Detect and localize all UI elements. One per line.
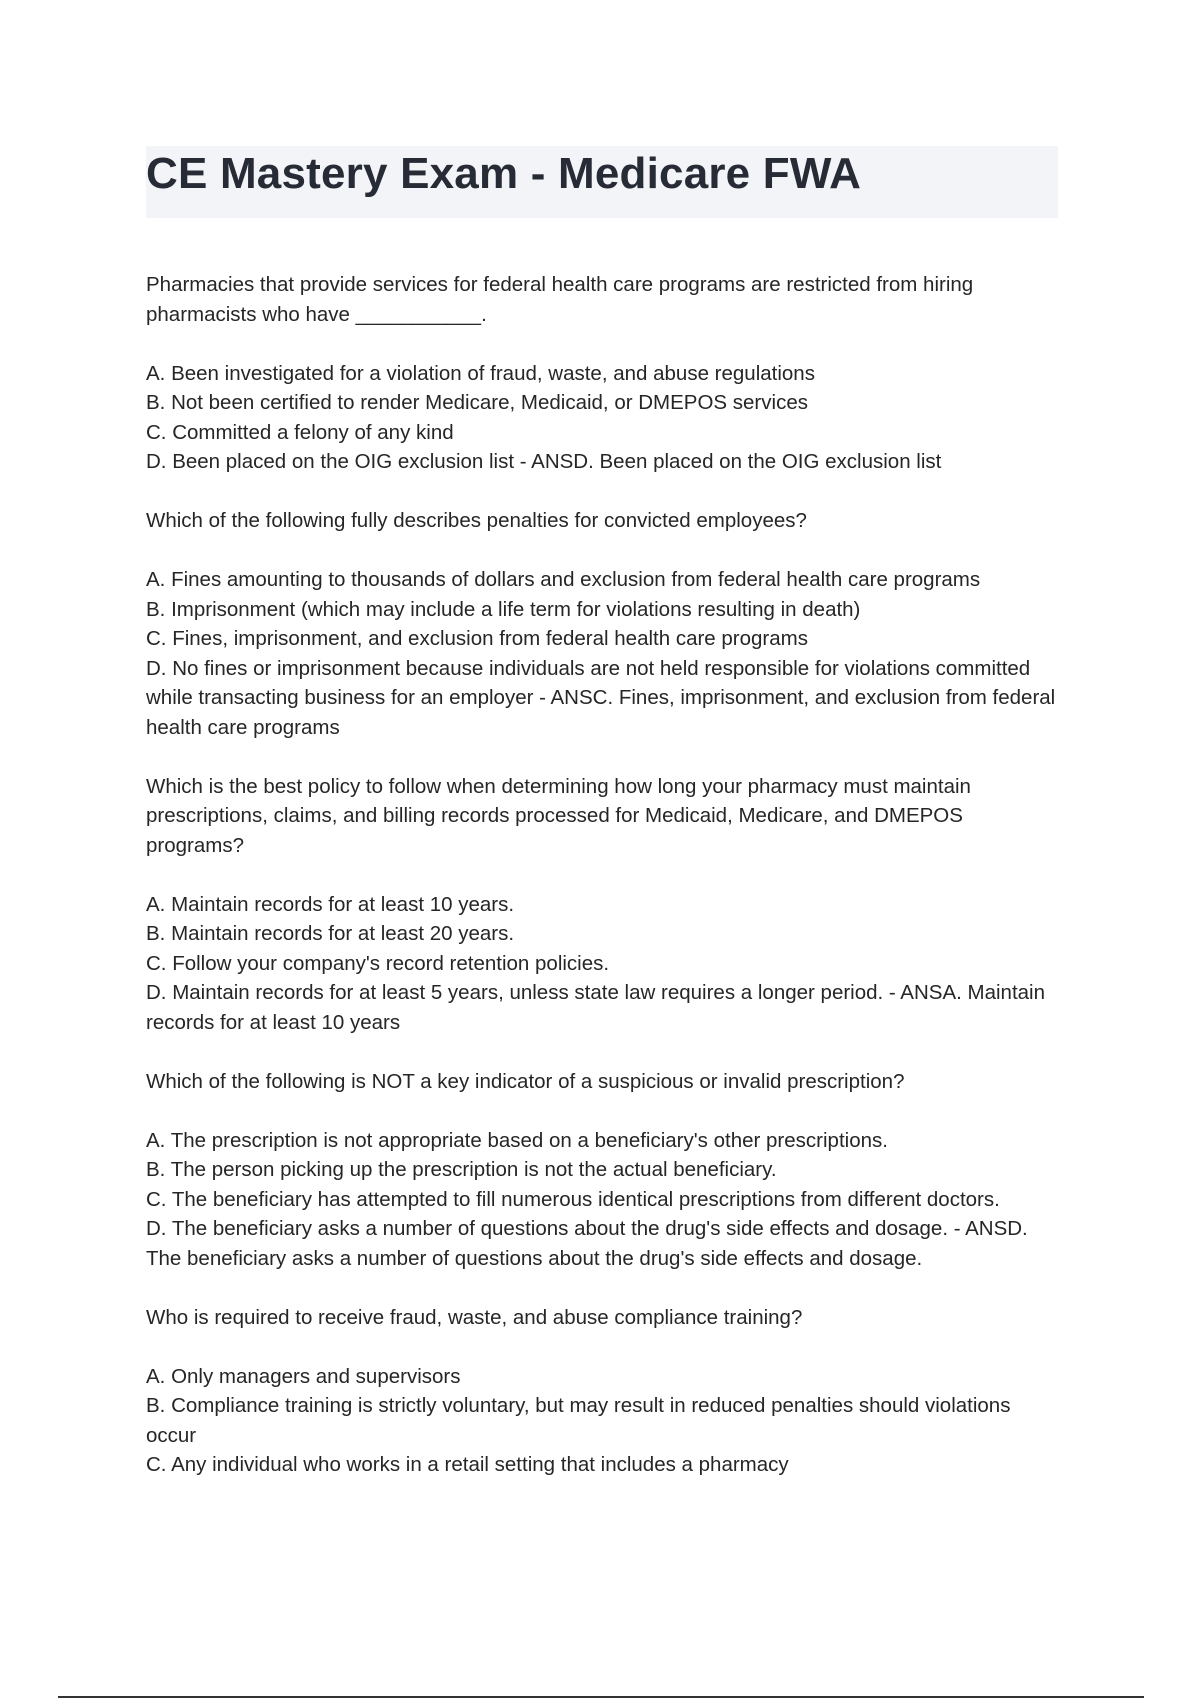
answer-option: B. Imprisonment (which may include a life term for violations resulting in death) xyxy=(146,597,861,621)
answer-option: B. The person picking up the prescription is not the actual beneficiary. xyxy=(146,1158,777,1181)
answer-option: B. Compliance training is strictly voluntary, but may result in reduced penalties should violations occur xyxy=(146,1394,1011,1447)
answer-option: B. Not been certified to render Medicare, Medicaid, or DMEPOS services xyxy=(146,391,808,414)
answer-option: A. The prescription is not appropriate based on a beneficiary's other prescriptions. xyxy=(146,1128,888,1152)
answer-option: A. Maintain records for at least 10 years. xyxy=(146,892,515,916)
answer-option: A. Fines amounting to thousands of dollars and exclusion from federal health care programs xyxy=(146,568,981,591)
answer-option: B. Maintain records for at least 20 years. xyxy=(146,922,515,945)
answer-option: C. Follow your company's record retention policies. xyxy=(146,951,610,975)
answer-option: C. The beneficiary has attempted to fill numerous identical prescriptions from different doctors. xyxy=(146,1187,1000,1211)
answer-option: C. Any individual who works in a retail setting that includes a pharmacy xyxy=(146,1453,789,1476)
question-text: Pharmacies that provide services for federal health care programs are restricted from hiring pharmacists who have ___________. xyxy=(146,273,974,326)
page-bottom-rule xyxy=(58,1696,1144,1698)
question-text: Which is the best policy to follow when determining how long your pharmacy must maintain prescriptions, claims, and billing records processed for Medicaid, Medicare, and DMEPOS programs? xyxy=(146,774,971,857)
answer-option: A. Only managers and supervisors xyxy=(146,1364,461,1388)
question-text: Which of the following fully describes penalties for convicted employees? xyxy=(146,509,807,532)
question-1 xyxy=(146,270,1066,477)
answer-option: C. Committed a felony of any kind xyxy=(146,420,454,444)
question-2 xyxy=(146,506,1066,742)
question-5 xyxy=(146,1303,1066,1480)
answer-option: A. Been investigated for a violation of fraud, waste, and abuse regulations xyxy=(146,361,815,385)
document-title: CE Mastery Exam - Medicare FWA xyxy=(146,149,862,198)
answer-option: D. The beneficiary asks a number of questions about the drug's side effects and dosage. - ANSD. The beneficiary asks a number of questions about the drug's side effects and dosage. xyxy=(146,1217,1028,1270)
answer-option: D. Been placed on the OIG exclusion list - ANSD. Been placed on the OIG exclusion list xyxy=(146,450,942,473)
question-text: Which of the following is NOT a key indicator of a suspicious or invalid prescription? xyxy=(146,1069,905,1093)
question-4 xyxy=(146,1067,1066,1274)
answer-option: C. Fines, imprisonment, and exclusion from federal health care programs xyxy=(146,627,808,650)
answer-option: D. Maintain records for at least 5 years, unless state law requires a longer period. - ANSA. Maintain records for at least 10 years xyxy=(146,981,1046,1034)
question-text: Who is required to receive fraud, waste, and abuse compliance training? xyxy=(146,1305,803,1329)
answer-option: D. No fines or imprisonment because individuals are not held responsible for violations committed while transacting business for an employer - ANSC. Fines, imprisonment, and exclusion from federal health care programs xyxy=(146,656,1056,739)
question-3 xyxy=(146,772,1066,1038)
question-list xyxy=(146,270,1066,1509)
